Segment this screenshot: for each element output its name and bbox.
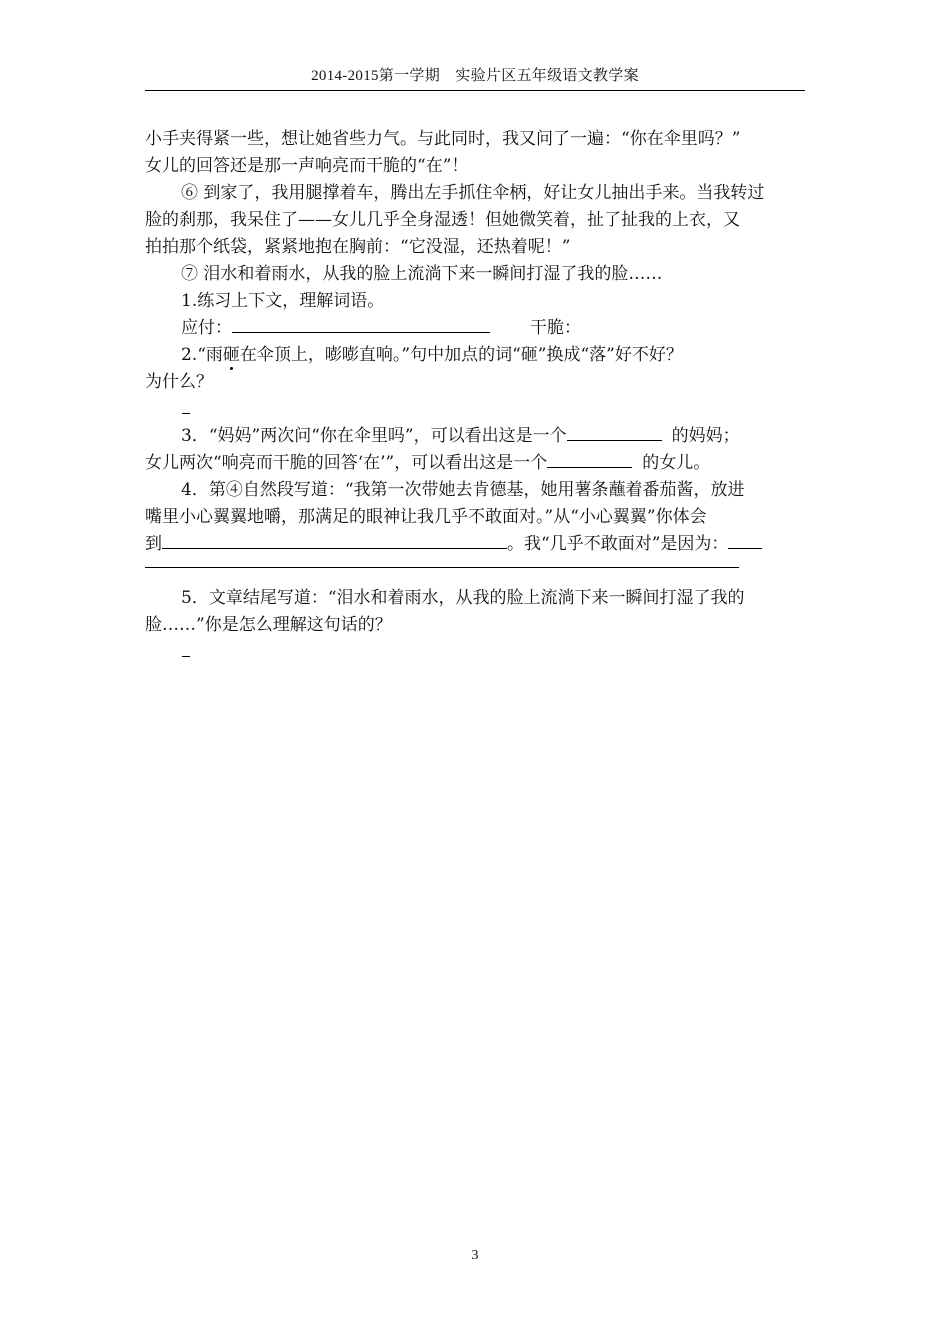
- page-number: 3: [471, 1248, 479, 1263]
- answer-dash[interactable]: [182, 399, 190, 414]
- question-2-text: 在伞顶上，嘭嘭直响。”句中加点的词“砸”换成“落”好不好？: [239, 345, 683, 365]
- question-2-line: 为什么？: [145, 372, 213, 392]
- question-5-line: 5．文章结尾写道：“泪水和着雨水，从我的脸上流淌下来一瞬间打湿了我的: [181, 588, 745, 608]
- answer-blank-mother[interactable]: [567, 423, 662, 441]
- question-2-line: [145, 342, 805, 369]
- emphasis-dotted-char: 砸: [222, 345, 240, 365]
- answer-blank-reason[interactable]: [728, 531, 762, 549]
- answer-rule-line[interactable]: [145, 567, 739, 568]
- document-body: [145, 126, 805, 666]
- question-2-text: 2.“雨: [181, 345, 223, 365]
- passage-line: 女儿的回答还是那一声响亮而干脆的“在”！: [145, 156, 469, 176]
- answer-blank-daughter[interactable]: [547, 450, 632, 468]
- question-1-words: [145, 315, 805, 342]
- question-3-text: 的妈妈；: [671, 426, 740, 446]
- word-label-gancui: 干脆：: [530, 318, 581, 338]
- question-4-line: [145, 531, 805, 558]
- question-3-text: 3．“妈妈”两次问“你在伞里吗”，可以看出这是一个: [181, 426, 567, 446]
- question-4-line: 4．第④自然段写道：“我第一次带她去肯德基，她用薯条蘸着番茄酱，放进: [181, 480, 745, 500]
- question-3-line: [145, 450, 805, 477]
- question-5-line: 脸……”你是怎么理解这句话的？: [145, 615, 392, 635]
- question-4-text: 。我“几乎不敢面对”是因为：: [507, 534, 729, 554]
- question-1-title: 1.练习上下文，理解词语。: [181, 291, 385, 311]
- answer-dash[interactable]: [182, 642, 190, 657]
- question-4-line: 嘴里小心翼翼地嚼，那满足的眼神让我几乎不敢面对。”从“小心翼翼”你体会: [145, 507, 707, 527]
- word-label-yingfu: 应付：: [181, 318, 232, 338]
- paragraph-6-line: 拍拍那个纸袋，紧紧地抱在胸前：“它没湿，还热着呢！”: [145, 237, 571, 257]
- paragraph-6-line: ⑥ 到家了，我用腿撑着车，腾出左手抓住伞柄，好让女儿抽出手来。当我转过: [181, 183, 765, 203]
- header-rule: [145, 90, 805, 91]
- answer-blank-careful[interactable]: [162, 531, 507, 549]
- answer-line-spacer: [145, 558, 805, 585]
- question-3-line: [145, 423, 805, 450]
- question-3-text: 女儿两次“响亮而干脆的回答‘在’”，可以看出这是一个: [145, 453, 548, 473]
- answer-line: [145, 639, 805, 666]
- question-3-text: 的女儿。: [642, 453, 711, 473]
- question-4-text: 到: [145, 534, 162, 554]
- paragraph-6-line: 脸的刹那，我呆住了——女儿几乎全身湿透！但她微笑着，扯了扯我的上衣，又: [145, 210, 740, 230]
- answer-blank-yingfu[interactable]: [232, 315, 490, 333]
- passage-line: 小手夹得紧一些，想让她省些力气。与此同时，我又问了一遍：“你在伞里吗？”: [145, 129, 741, 149]
- page-header: 2014-2015第一学期 实验片区五年级语文教学案: [311, 68, 639, 84]
- paragraph-7: ⑦ 泪水和着雨水，从我的脸上流淌下来一瞬间打湿了我的脸……: [181, 264, 663, 284]
- answer-line: [145, 396, 805, 423]
